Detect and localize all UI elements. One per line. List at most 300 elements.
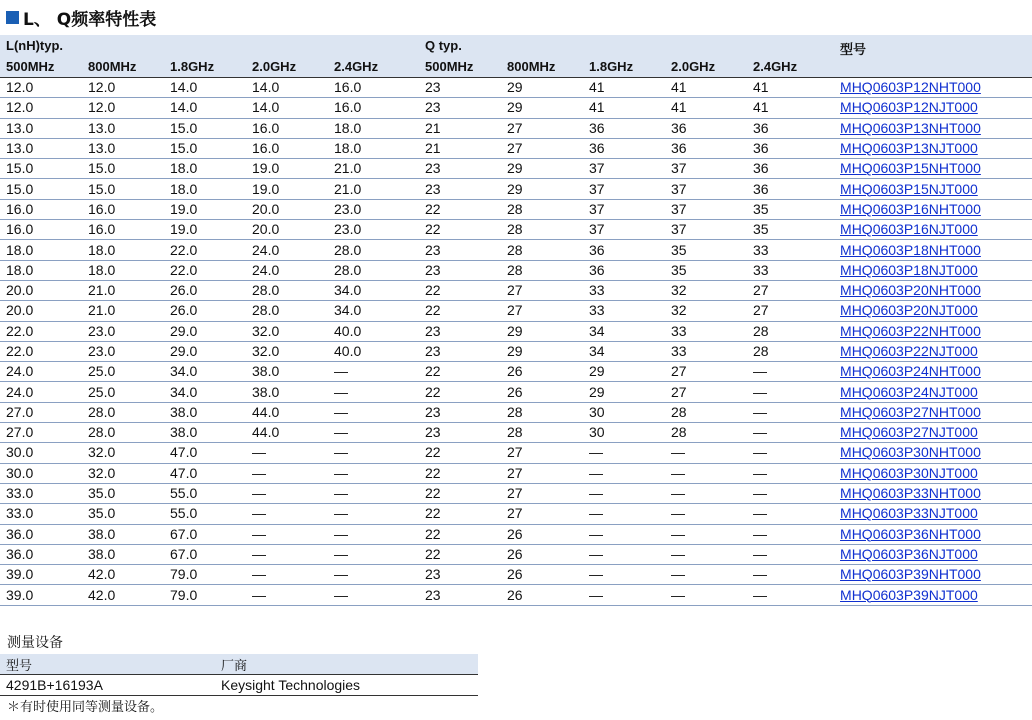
inductance-value-cell: 15.0 [0,159,82,179]
q-value-cell: 29 [501,159,583,179]
q-value-cell: 37 [665,220,747,240]
inductance-value-cell: 13.0 [82,118,164,138]
inductance-value-cell: — [328,443,419,463]
inductance-value-cell: 21.0 [328,179,419,199]
model-link[interactable]: MHQ0603P18NJT000 [840,261,978,278]
model-link[interactable]: MHQ0603P30NHT000 [840,444,981,461]
model-link[interactable]: MHQ0603P22NHT000 [840,322,981,339]
q-value-cell: 22 [419,362,501,382]
model-link[interactable]: MHQ0603P16NJT000 [840,221,978,238]
inductance-value-cell: 22.0 [164,240,246,260]
model-cell [840,382,1032,402]
inductance-value-cell: 28.0 [246,280,328,300]
inductance-value-cell: 20.0 [0,301,82,321]
model-link[interactable]: MHQ0603P24NHT000 [840,363,981,380]
inductance-value-cell: 20.0 [0,280,82,300]
inductance-value-cell: — [246,585,328,605]
q-value-cell: 23 [419,423,501,443]
inductance-value-cell: 30.0 [0,443,82,463]
model-cell [840,341,1032,361]
q-value-cell: 27 [747,301,840,321]
inductance-value-cell: 16.0 [82,199,164,219]
q-value-cell: 37 [665,199,747,219]
q-value-cell: — [747,362,840,382]
q-value-cell: 27 [501,301,583,321]
inductance-value-cell: 23.0 [82,341,164,361]
q-value-cell: 36 [583,118,665,138]
model-cell [840,321,1032,341]
inductance-value-cell: 16.0 [0,220,82,240]
model-cell [840,179,1032,199]
inductance-value-cell: 14.0 [246,78,328,98]
inductance-value-cell: — [246,544,328,564]
model-link[interactable]: MHQ0603P27NJT000 [840,424,978,441]
inductance-value-cell: 38.0 [164,423,246,443]
table-row [0,565,1032,585]
q-value-cell: 30 [583,423,665,443]
q-value-cell: 37 [583,159,665,179]
inductance-value-cell: 26.0 [164,301,246,321]
q-value-cell: — [665,585,747,605]
inductance-value-cell: 28.0 [328,240,419,260]
model-cell [840,199,1032,219]
equipment-section-title: 测量设备 [7,635,63,651]
q-freq-header: 800MHz [501,56,583,78]
inductance-value-cell: 26.0 [164,280,246,300]
inductance-value-cell: 24.0 [0,362,82,382]
q-value-cell: 28 [501,260,583,280]
q-value-cell: 37 [583,199,665,219]
inductance-value-cell: — [328,362,419,382]
q-value-cell: 41 [747,98,840,118]
inductance-value-cell: 39.0 [0,585,82,605]
q-value-cell: 41 [583,98,665,118]
group-header-row [0,35,1032,56]
inductance-value-cell: 19.0 [164,220,246,240]
inductance-value-cell: 18.0 [164,179,246,199]
q-value-cell: — [747,585,840,605]
inductance-value-cell: 32.0 [82,463,164,483]
inductance-value-cell: 14.0 [246,98,328,118]
q-value-cell: 22 [419,280,501,300]
inductance-value-cell: — [246,524,328,544]
q-value-cell: — [665,443,747,463]
q-value-cell: 21 [419,138,501,158]
lq-table-body [0,78,1032,606]
table-row [0,260,1032,280]
q-value-cell: — [747,524,840,544]
inductance-value-cell: 30.0 [0,463,82,483]
model-link[interactable]: MHQ0603P13NJT000 [840,140,978,157]
equipment-note: ＊有时使用同等测量设备。 [7,700,164,715]
q-value-cell: 23 [419,179,501,199]
model-link[interactable]: MHQ0603P16NHT000 [840,200,981,217]
q-value-cell: 29 [501,341,583,361]
inductance-value-cell: 38.0 [246,382,328,402]
q-value-cell: 28 [501,220,583,240]
q-value-cell: 22 [419,220,501,240]
q-value-cell: — [747,565,840,585]
inductance-value-cell: 25.0 [82,362,164,382]
q-value-cell: 41 [583,78,665,98]
inductance-value-cell: 55.0 [164,483,246,503]
q-value-cell: 23 [419,321,501,341]
inductance-value-cell: 21.0 [82,301,164,321]
model-cell [840,544,1032,564]
inductance-value-cell: 79.0 [164,585,246,605]
table-row [0,443,1032,463]
q-value-cell: 36 [665,138,747,158]
q-value-cell: 37 [665,179,747,199]
inductance-value-cell: 40.0 [328,341,419,361]
q-value-cell: 26 [501,585,583,605]
inductance-value-cell: — [328,483,419,503]
inductance-value-cell: 12.0 [82,98,164,118]
inductance-value-cell: 16.0 [328,78,419,98]
inductance-value-cell: 18.0 [0,240,82,260]
model-link[interactable]: MHQ0603P33NJT000 [840,505,978,522]
inductance-value-cell: 22.0 [0,341,82,361]
model-cell [840,159,1032,179]
model-link[interactable]: MHQ0603P12NJT000 [840,99,978,116]
model-link[interactable]: MHQ0603P22NJT000 [840,343,978,359]
model-cell [840,565,1032,585]
model-cell [840,260,1032,280]
q-value-cell: 28 [501,240,583,260]
q-value-cell: 23 [419,240,501,260]
inductance-value-cell: 67.0 [164,524,246,544]
q-value-cell: 22 [419,443,501,463]
inductance-value-cell: 47.0 [164,443,246,463]
inductance-value-cell: 34.0 [164,382,246,402]
table-row [0,585,1032,605]
q-value-cell: 33 [665,341,747,361]
inductance-value-cell: 18.0 [328,118,419,138]
q-value-cell: 35 [665,240,747,260]
equipment-header-row [0,654,478,675]
inductance-value-cell: 23.0 [328,199,419,219]
table-row [0,321,1032,341]
table-row [0,138,1032,158]
inductance-value-cell: 13.0 [0,118,82,138]
model-cell [840,78,1032,98]
q-value-cell: 27 [665,362,747,382]
q-value-cell: 41 [665,98,747,118]
q-value-cell: 41 [665,78,747,98]
q-value-cell: 22 [419,199,501,219]
model-cell [840,443,1032,463]
q-value-cell: 22 [419,544,501,564]
q-value-cell: — [583,524,665,544]
inductance-value-cell: — [246,565,328,585]
inductance-value-cell: — [246,483,328,503]
model-cell [840,98,1032,118]
model-cell [840,118,1032,138]
inductance-freq-header: 1.8GHz [164,56,246,78]
table-row [0,240,1032,260]
model-cell [840,504,1032,524]
inductance-value-cell: 42.0 [82,585,164,605]
q-value-cell: 36 [583,260,665,280]
model-link[interactable]: MHQ0603P36NHT000 [840,525,981,542]
q-value-cell: 35 [747,199,840,219]
q-value-cell: 37 [583,220,665,240]
q-value-cell: — [583,565,665,585]
inductance-value-cell: 16.0 [0,199,82,219]
q-value-cell: 27 [501,463,583,483]
q-value-cell: 27 [501,443,583,463]
inductance-group-header: L(nH)typ. [0,35,419,56]
inductance-value-cell: 16.0 [246,118,328,138]
q-value-cell: 35 [747,220,840,240]
q-value-cell: 22 [419,504,501,524]
inductance-value-cell: 21.0 [82,280,164,300]
inductance-value-cell: — [328,524,419,544]
inductance-value-cell: 36.0 [0,524,82,544]
q-value-cell: — [583,463,665,483]
q-value-cell: — [747,402,840,422]
inductance-value-cell: 79.0 [164,565,246,585]
inductance-value-cell: — [328,565,419,585]
table-row [0,483,1032,503]
q-value-cell: 27 [501,118,583,138]
q-value-cell: 21 [419,118,501,138]
table-row [0,199,1032,219]
inductance-value-cell: 33.0 [0,504,82,524]
model-cell [840,524,1032,544]
model-link[interactable]: MHQ0603P13NHT000 [840,119,981,136]
model-cell [840,301,1032,321]
model-cell [840,138,1032,158]
inductance-value-cell: 15.0 [0,179,82,199]
inductance-value-cell: 28.0 [82,402,164,422]
q-value-cell: 28 [747,321,840,341]
model-link[interactable]: MHQ0603P20NJT000 [840,302,978,319]
q-value-cell: 41 [747,78,840,98]
model-link[interactable]: MHQ0603P30NJT000 [840,464,978,481]
q-value-cell: 22 [419,382,501,402]
model-link[interactable]: MHQ0603P39NJT000 [840,586,978,603]
equipment-model-header: 型号 [0,654,215,675]
q-value-cell: 29 [501,78,583,98]
inductance-value-cell: 12.0 [0,78,82,98]
q-value-cell: — [665,524,747,544]
q-value-cell: — [665,565,747,585]
table-row [0,98,1032,118]
inductance-freq-header: 800MHz [82,56,164,78]
model-cell [840,585,1032,605]
inductance-value-cell: 38.0 [246,362,328,382]
q-value-cell: — [747,463,840,483]
inductance-value-cell: 12.0 [82,78,164,98]
model-cell [840,483,1032,503]
q-value-cell: 33 [665,321,747,341]
q-value-cell: — [583,585,665,605]
q-value-cell: — [747,382,840,402]
q-value-cell: 23 [419,402,501,422]
measurement-equipment-table [0,654,478,696]
q-freq-header: 2.0GHz [665,56,747,78]
q-value-cell: 23 [419,98,501,118]
q-value-cell: 27 [501,483,583,503]
inductance-value-cell: — [328,585,419,605]
q-value-cell: 26 [501,382,583,402]
inductance-value-cell: 38.0 [164,402,246,422]
q-value-cell: 22 [419,301,501,321]
model-link[interactable]: MHQ0603P20NHT000 [840,282,981,299]
q-value-cell: 36 [583,240,665,260]
inductance-value-cell: 34.0 [328,280,419,300]
inductance-value-cell: 25.0 [82,382,164,402]
inductance-value-cell: 23.0 [328,220,419,240]
q-value-cell: — [583,483,665,503]
title-square-icon [6,11,19,24]
inductance-value-cell: 16.0 [82,220,164,240]
q-value-cell: 28 [747,341,840,361]
inductance-value-cell: 23.0 [82,321,164,341]
inductance-value-cell: 29.0 [164,341,246,361]
page-title-text: L、 Q频率特性表 [23,9,157,30]
q-value-cell: 32 [665,280,747,300]
model-link[interactable]: MHQ0603P33NHT000 [840,485,981,502]
q-value-cell: 23 [419,159,501,179]
q-value-cell: — [665,504,747,524]
inductance-value-cell: 38.0 [82,524,164,544]
model-link[interactable]: MHQ0603P24NJT000 [840,383,978,400]
q-value-cell: 23 [419,565,501,585]
q-value-cell: 22 [419,463,501,483]
inductance-value-cell: — [328,544,419,564]
q-value-cell: 28 [501,423,583,443]
inductance-value-cell: 16.0 [328,98,419,118]
model-cell [840,240,1032,260]
inductance-value-cell: 18.0 [0,260,82,280]
q-value-cell: 29 [501,179,583,199]
q-value-cell: 37 [665,159,747,179]
q-value-cell: 22 [419,524,501,544]
inductance-value-cell: 18.0 [82,260,164,280]
inductance-value-cell: 19.0 [164,199,246,219]
model-link[interactable]: MHQ0603P27NHT000 [840,403,981,420]
q-value-cell: 29 [501,98,583,118]
q-value-cell: 33 [583,280,665,300]
inductance-value-cell: 12.0 [0,98,82,118]
q-value-cell: 23 [419,78,501,98]
inductance-value-cell: 47.0 [164,463,246,483]
inductance-value-cell: 39.0 [0,565,82,585]
model-cell [840,463,1032,483]
page-title [6,6,156,28]
inductance-value-cell: 18.0 [328,138,419,158]
q-value-cell: 26 [501,544,583,564]
inductance-value-cell: — [328,504,419,524]
q-value-cell: — [747,544,840,564]
inductance-value-cell: 24.0 [246,260,328,280]
q-value-cell: 30 [583,402,665,422]
q-value-cell: 29 [501,321,583,341]
q-value-cell: 36 [583,138,665,158]
q-value-cell: 26 [501,362,583,382]
inductance-freq-header: 500MHz [0,56,82,78]
equipment-row [0,675,478,696]
model-cell [840,402,1032,422]
inductance-value-cell: 13.0 [0,138,82,158]
inductance-value-cell: 33.0 [0,483,82,503]
q-value-cell: 27 [747,280,840,300]
inductance-value-cell: 38.0 [82,544,164,564]
inductance-value-cell: — [328,423,419,443]
inductance-freq-header: 2.4GHz [328,56,419,78]
table-row [0,301,1032,321]
inductance-value-cell: 28.0 [246,301,328,321]
model-link[interactable]: MHQ0603P15NJT000 [840,180,978,197]
inductance-value-cell: 19.0 [246,159,328,179]
model-cell [840,362,1032,382]
table-row [0,118,1032,138]
lq-frequency-table [0,35,1032,606]
q-value-cell: 27 [501,504,583,524]
table-row [0,341,1032,361]
inductance-value-cell: 15.0 [82,159,164,179]
model-cell [840,423,1032,443]
model-link[interactable]: MHQ0603P36NJT000 [840,545,978,562]
inductance-value-cell: — [328,463,419,483]
inductance-value-cell: 36.0 [0,544,82,564]
q-value-cell: 34 [583,321,665,341]
q-value-cell: 36 [747,118,840,138]
table-row [0,280,1032,300]
q-value-cell: 29 [583,362,665,382]
table-row [0,544,1032,564]
inductance-value-cell: 35.0 [82,483,164,503]
q-value-cell: 23 [419,585,501,605]
model-link[interactable]: MHQ0603P18NHT000 [840,241,981,258]
model-cell [840,280,1032,300]
inductance-value-cell: 55.0 [164,504,246,524]
inductance-value-cell: 13.0 [82,138,164,158]
q-value-cell: 28 [501,402,583,422]
equipment-model: 4291B+16193A [0,675,215,696]
q-value-cell: 23 [419,341,501,361]
q-value-cell: 35 [665,260,747,280]
q-value-cell: — [747,504,840,524]
q-value-cell: 26 [501,524,583,544]
inductance-value-cell: — [246,504,328,524]
model-link[interactable]: MHQ0603P39NHT000 [840,566,981,583]
model-link[interactable]: MHQ0603P12NHT000 [840,79,981,96]
q-value-cell: 28 [501,199,583,219]
q-value-cell: 36 [747,179,840,199]
table-row [0,362,1032,382]
inductance-value-cell: 42.0 [82,565,164,585]
inductance-value-cell: 14.0 [164,78,246,98]
inductance-value-cell: 44.0 [246,423,328,443]
q-value-cell: 22 [419,483,501,503]
model-link[interactable]: MHQ0603P15NHT000 [840,160,981,177]
q-value-cell: 33 [747,260,840,280]
q-value-cell: — [583,443,665,463]
table-row [0,220,1032,240]
q-value-cell: — [747,483,840,503]
inductance-value-cell: 40.0 [328,321,419,341]
q-value-cell: 27 [501,280,583,300]
inductance-value-cell: 14.0 [164,98,246,118]
inductance-value-cell: 20.0 [246,220,328,240]
table-row [0,463,1032,483]
q-value-cell: 23 [419,260,501,280]
inductance-value-cell: 15.0 [164,138,246,158]
inductance-value-cell: 35.0 [82,504,164,524]
